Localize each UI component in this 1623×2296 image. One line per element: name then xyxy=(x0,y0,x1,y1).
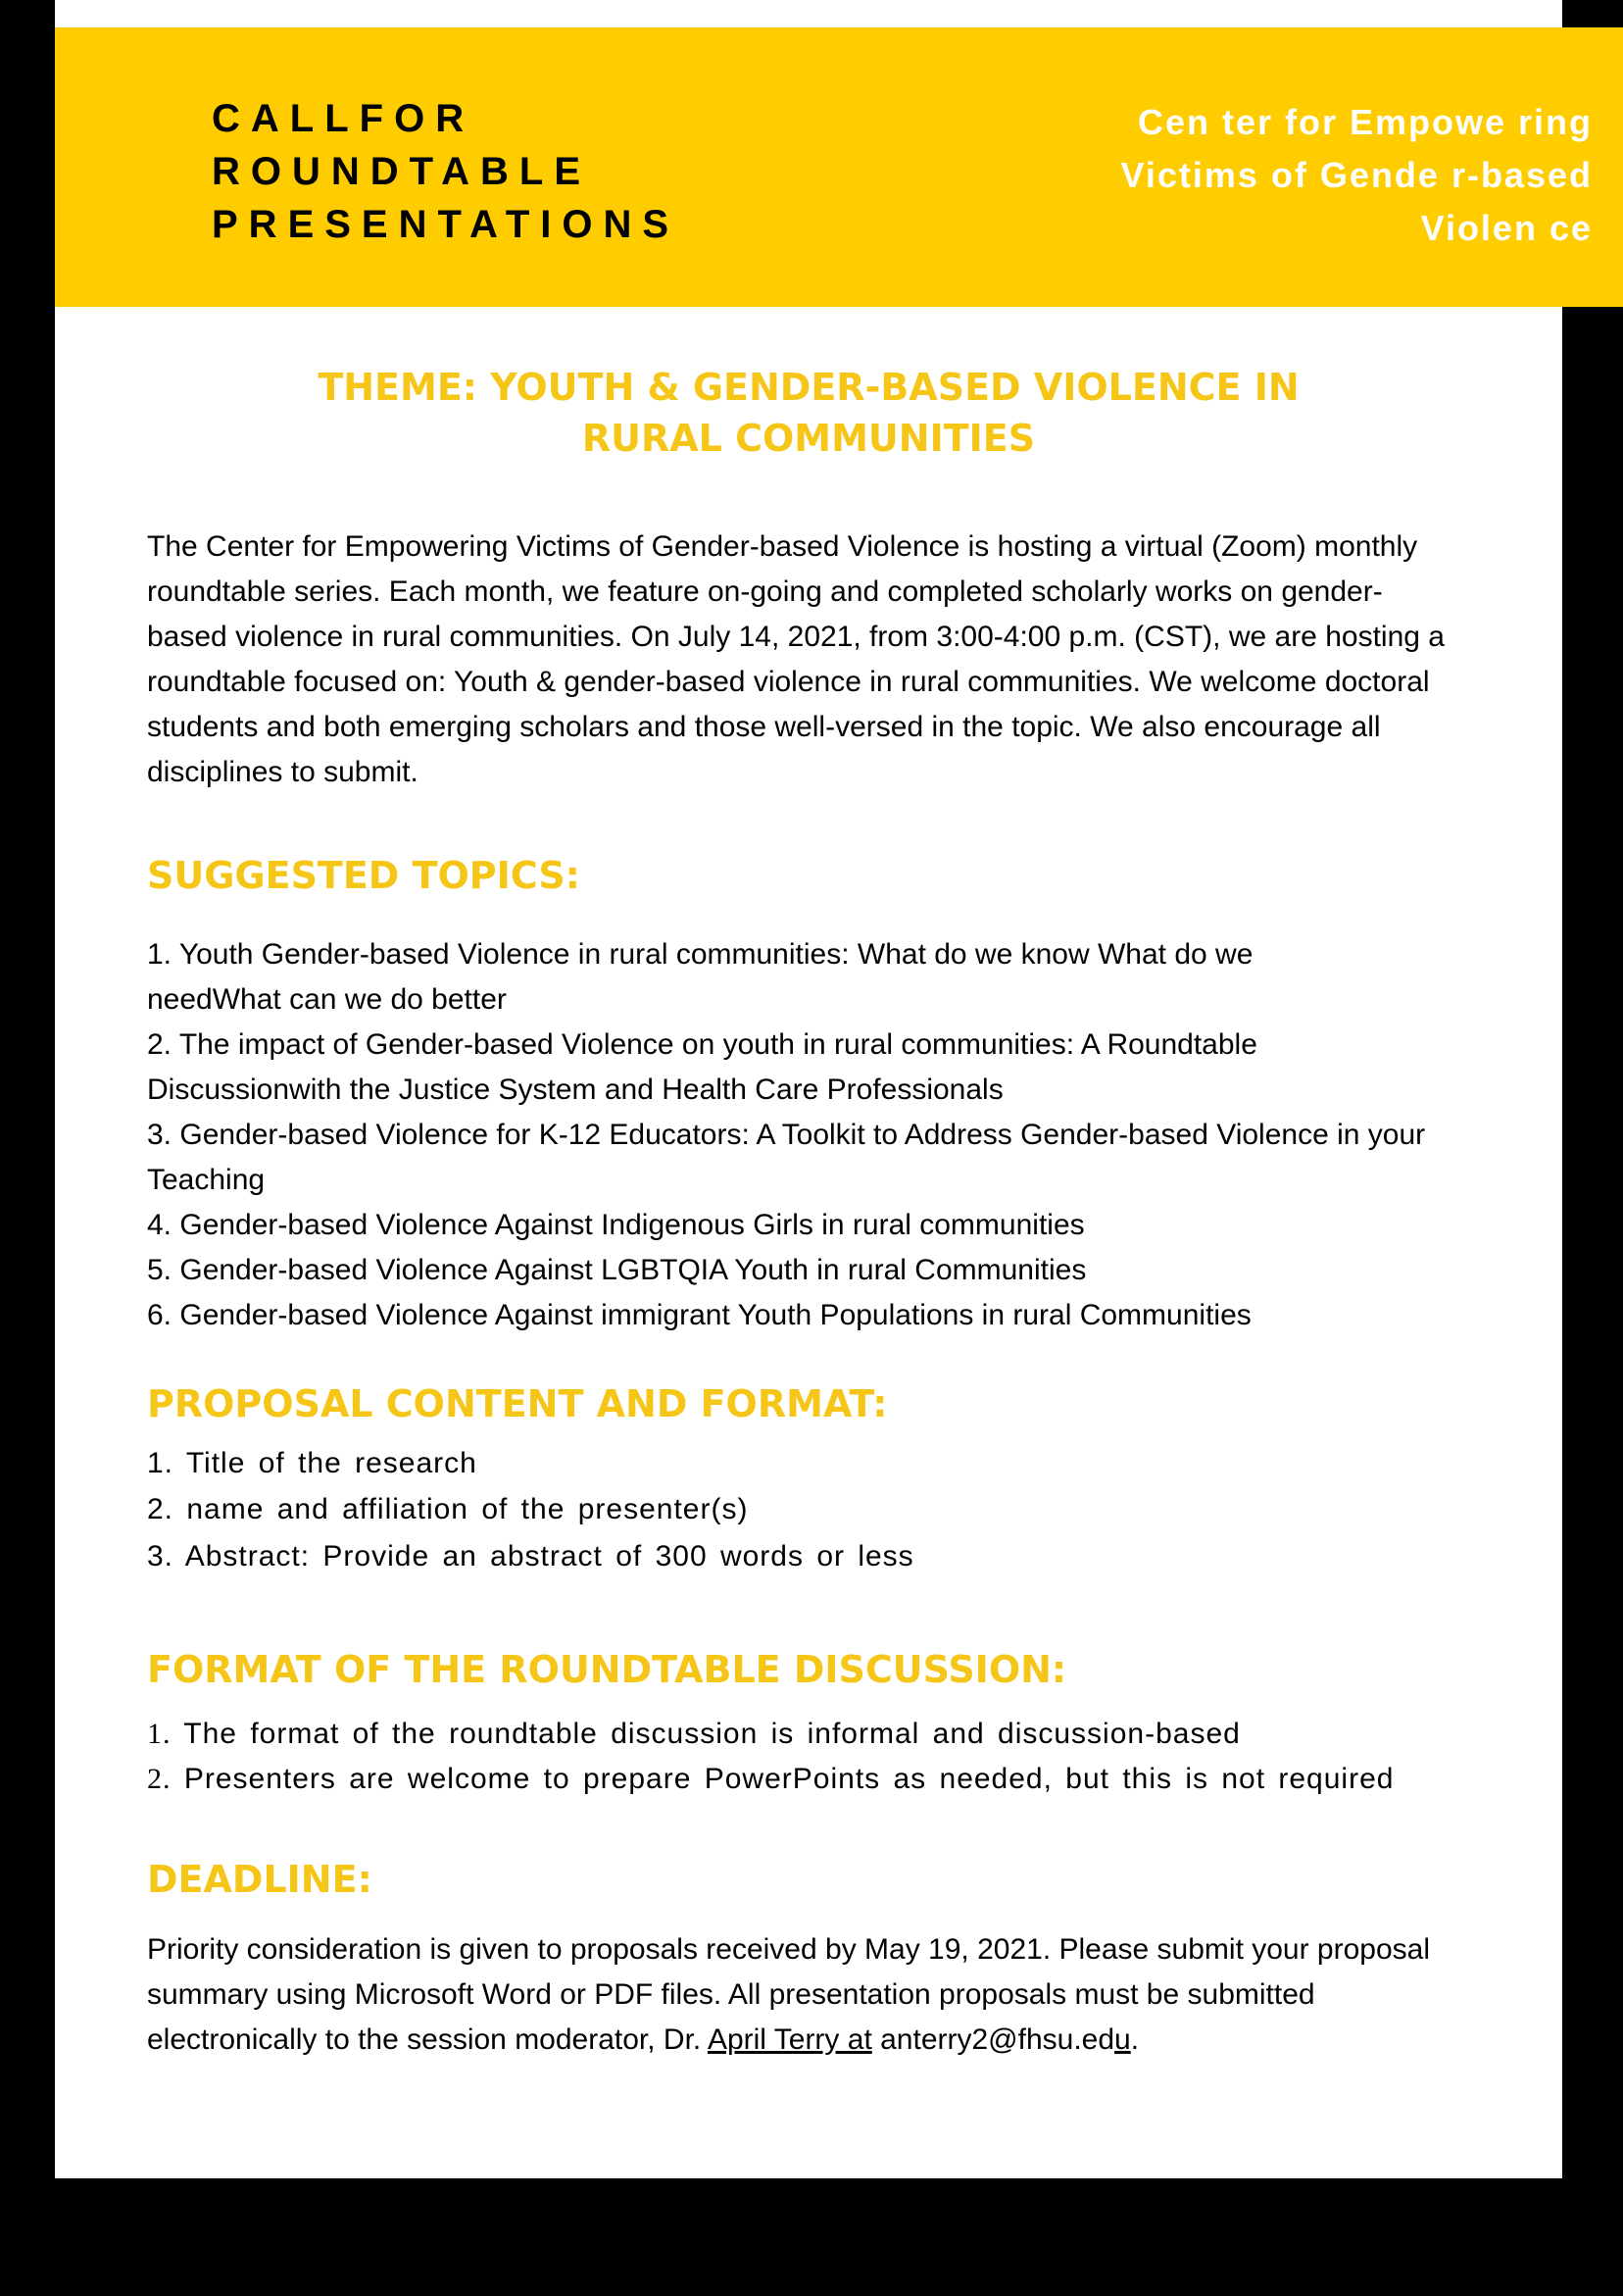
format-item-text: The format of the roundtable discussion is informal and discussion-based xyxy=(183,1718,1241,1750)
call-title-line-3: PRESENTATIONS xyxy=(212,203,680,246)
topic-line: 2. The impact of Gender-based Violence on youth in rural communities: A Roundtable xyxy=(147,1028,1257,1061)
proposal-item: 1. Title of the research xyxy=(147,1447,477,1479)
format-heading: FORMAT OF THE ROUNDTABLE DISCUSSION: xyxy=(147,1648,1067,1691)
moderator-email-end[interactable]: u xyxy=(1114,2023,1131,2056)
topic-line: 3. Gender-based Violence for K-12 Educators: A Toolkit to Address Gender-based Violence in your xyxy=(147,1119,1426,1151)
moderator-email[interactable]: anterry2@fhsu.ed xyxy=(871,2023,1115,2056)
org-name-line-3: Violen ce xyxy=(1420,208,1593,248)
deadline-line-prefix: electronically to the session moderator, Dr. xyxy=(147,2023,708,2056)
deadline-line-suffix: . xyxy=(1130,2023,1140,2056)
proposal-item: 2. name and affiliation of the presenter(s) xyxy=(147,1493,749,1525)
topic-line: 1. Youth Gender-based Violence in rural communities: What do we know What do we xyxy=(147,938,1254,971)
moderator-name-link[interactable]: April Terry at xyxy=(707,2023,872,2056)
call-title-line-2: ROUNDTABLE xyxy=(212,150,592,193)
intro-line: The Center for Empowering Victims of Gender-based Violence is hosting a virtual (Zoom) monthly xyxy=(147,530,1418,563)
document-page xyxy=(55,0,1593,2178)
theme-title-line-1: THEME: YOUTH & GENDER-BASED VIOLENCE IN xyxy=(318,366,1300,409)
format-item-number: 2. xyxy=(147,1763,172,1795)
intro-line: students and both emerging scholars and those well-versed in the topic. We also encourage all xyxy=(147,711,1381,743)
intro-line: based violence in rural communities. On July 14, 2021, from 3:00-4:00 p.m. (CST), we are hosting a xyxy=(147,621,1445,653)
format-item xyxy=(147,1720,1241,1749)
topic-line: 5. Gender-based Violence Against LGBTQIA Youth in rural Communities xyxy=(147,1254,1087,1286)
format-item-text: Presenters are welcome to prepare PowerPoints as needed, but this is not required xyxy=(183,1763,1395,1795)
deadline-line: summary using Microsoft Word or PDF files. All presentation proposals must be submitted xyxy=(147,1978,1315,2011)
intro-line: roundtable series. Each month, we feature on-going and completed scholarly works on gender- xyxy=(147,575,1383,608)
suggested-topics-heading: SUGGESTED TOPICS: xyxy=(147,854,580,897)
proposal-heading: PROPOSAL CONTENT AND FORMAT: xyxy=(147,1382,888,1425)
intro-line: roundtable focused on: Youth & gender-based violence in rural communities. We welcome doctoral xyxy=(147,666,1430,698)
topic-line: needWhat can we do better xyxy=(147,983,507,1016)
topic-line: 4. Gender-based Violence Against Indigenous Girls in rural communities xyxy=(147,1209,1085,1241)
deadline-line: Priority consideration is given to proposals received by May 19, 2021. Please submit your proposal xyxy=(147,1933,1431,1966)
topic-line: Discussionwith the Justice System and Health Care Professionals xyxy=(147,1073,1004,1106)
proposal-item: 3. Abstract: Provide an abstract of 300 words or less xyxy=(147,1540,914,1572)
call-title-line-1: CALLFOR xyxy=(212,97,475,140)
topic-line: 6. Gender-based Violence Against immigrant Youth Populations in rural Communities xyxy=(147,1299,1252,1331)
org-name-line-1: Cen ter for Empowe ring xyxy=(1137,102,1593,142)
topic-line: Teaching xyxy=(147,1164,266,1196)
deadline-line xyxy=(147,2025,1139,2055)
format-item-number: 1. xyxy=(147,1718,172,1750)
format-item xyxy=(147,1765,1394,1794)
org-name-line-2: Victims of Gende r-based xyxy=(1120,155,1593,195)
theme-title-line-2: RURAL COMMUNITIES xyxy=(581,417,1036,460)
deadline-heading: DEADLINE: xyxy=(147,1858,372,1901)
intro-line: disciplines to submit. xyxy=(147,756,418,788)
header-banner xyxy=(55,27,1623,307)
